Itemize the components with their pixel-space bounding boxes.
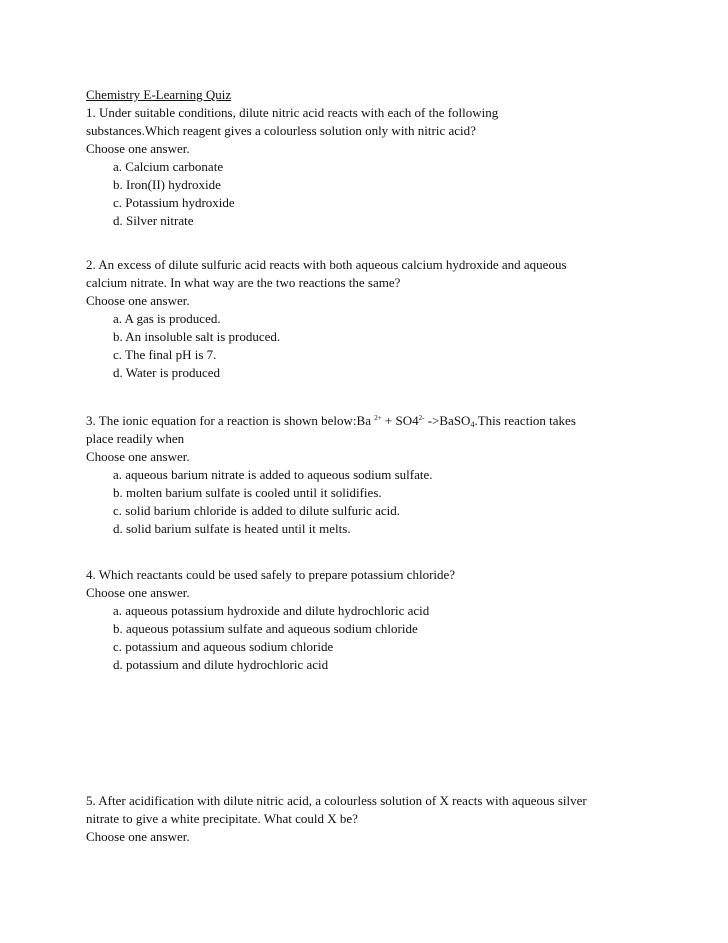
sulfate-charge-superscript: 2- xyxy=(418,414,425,422)
question-5 xyxy=(86,792,646,846)
question-3-option-d[interactable]: d. solid barium sulfate is heated until it melts. xyxy=(113,521,351,536)
question-1-text-line-1: 1. Under suitable conditions, dilute nitric acid reacts with each of the following xyxy=(86,105,499,120)
quiz-title: Chemistry E-Learning Quiz xyxy=(86,87,232,102)
question-3-text-line-2: place readily when xyxy=(86,431,185,446)
question-1-prompt: Choose one answer. xyxy=(86,141,190,156)
question-2-text-line-1: 2. An excess of dilute sulfuric acid reacts with both aqueous calcium hydroxide and aqueous xyxy=(86,257,567,272)
question-4-prompt: Choose one answer. xyxy=(86,585,190,600)
question-3-text-part-4: .This reaction takes xyxy=(474,413,576,428)
barium-charge-superscript: 2+ xyxy=(374,414,382,422)
question-1-option-a[interactable]: a. Calcium carbonate xyxy=(113,159,224,174)
question-2 xyxy=(86,256,646,382)
question-2-text-line-2: calcium nitrate. In what way are the two reactions the same? xyxy=(86,275,401,290)
question-4-option-b[interactable]: b. aqueous potassium sulfate and aqueous sodium chloride xyxy=(113,621,418,636)
question-5-prompt: Choose one answer. xyxy=(86,829,190,844)
question-1-option-c[interactable]: c. Potassium hydroxide xyxy=(113,195,235,210)
question-1-text-line-2: substances.Which reagent gives a colourless solution only with nitric acid? xyxy=(86,123,476,138)
question-2-prompt: Choose one answer. xyxy=(86,293,190,308)
question-4 xyxy=(86,566,646,674)
sulfate-subscript: 4 xyxy=(470,420,475,429)
question-5-text-line-1: 5. After acidification with dilute nitric acid, a colourless solution of X reacts with aqueous silver xyxy=(86,793,587,808)
question-4-option-c[interactable]: c. potassium and aqueous sodium chloride xyxy=(113,639,334,654)
question-2-option-b[interactable]: b. An insoluble salt is produced. xyxy=(113,329,281,344)
question-1-option-d[interactable]: d. Silver nitrate xyxy=(113,213,194,228)
question-1 xyxy=(86,86,646,230)
question-1-option-b[interactable]: b. Iron(II) hydroxide xyxy=(113,177,221,192)
question-3-prompt: Choose one answer. xyxy=(86,449,190,464)
question-4-option-d[interactable]: d. potassium and dilute hydrochloric acid xyxy=(113,657,329,672)
question-2-option-c[interactable]: c. The final pH is 7. xyxy=(113,347,217,362)
question-3-option-b[interactable]: b. molten barium sulfate is cooled until it solidifies. xyxy=(113,485,382,500)
question-2-option-d[interactable]: d. Water is produced xyxy=(113,365,221,380)
question-3-text-part-1: 3. The ionic equation for a reaction is shown below:Ba xyxy=(86,413,375,428)
question-3-option-c[interactable]: c. solid barium chloride is added to dilute sulfuric acid. xyxy=(113,503,401,518)
question-3-text-part-3: ->BaSO xyxy=(424,413,471,428)
question-3-text-part-2: + SO4 xyxy=(381,413,419,428)
question-4-text-line-1: 4. Which reactants could be used safely to prepare potassium chloride? xyxy=(86,567,456,582)
question-3 xyxy=(86,412,646,538)
question-3-option-a[interactable]: a. aqueous barium nitrate is added to aqueous sodium sulfate. xyxy=(113,467,433,482)
question-5-text-line-2: nitrate to give a white precipitate. What could X be? xyxy=(86,811,358,826)
question-4-option-a[interactable]: a. aqueous potassium hydroxide and dilute hydrochloric acid xyxy=(113,603,430,618)
question-3-text-line-1 xyxy=(86,412,646,430)
question-2-option-a[interactable]: a. A gas is produced. xyxy=(113,311,221,326)
